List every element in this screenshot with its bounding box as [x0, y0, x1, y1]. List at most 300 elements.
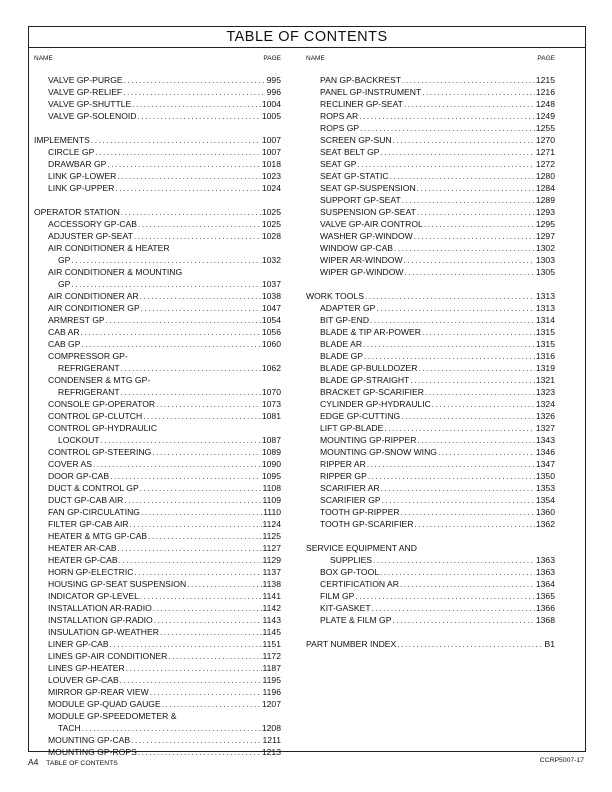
dot-leader: [91, 135, 261, 147]
toc-entry-page: 1295: [535, 219, 555, 229]
toc-entry[interactable]: [306, 422, 555, 434]
toc-entry-label: TOOTH GP-SCARIFIER: [320, 519, 414, 529]
dot-leader: [401, 411, 535, 423]
toc-entry[interactable]: [306, 314, 555, 326]
dot-leader: [138, 747, 261, 759]
toc-entry[interactable]: [306, 182, 555, 194]
toc-entry[interactable]: [306, 362, 555, 374]
toc-entry-label: CONDENSER & MTG GP-: [48, 375, 151, 385]
dot-leader: [414, 231, 535, 243]
toc-entry-label: ACCESSORY GP-CAB: [48, 219, 137, 229]
toc-entry[interactable]: [34, 242, 281, 254]
dot-leader: [393, 135, 535, 147]
toc-entry[interactable]: [306, 518, 555, 530]
toc-entry-label: WORK TOOLS: [306, 291, 364, 301]
toc-entry[interactable]: [34, 350, 281, 362]
toc-entry[interactable]: [34, 326, 281, 338]
toc-entry-label: BLADE AR: [320, 339, 363, 349]
toc-entry[interactable]: [34, 518, 281, 530]
toc-entry-label: CIRCLE GP: [48, 147, 95, 157]
toc-entry-page: 1056: [261, 327, 281, 337]
toc-entry[interactable]: [34, 710, 281, 722]
dot-leader: [397, 639, 543, 651]
toc-entry-page: 1005: [261, 111, 281, 121]
toc-entry[interactable]: [306, 206, 555, 218]
toc-entry-label: BOX GP-TOOL: [320, 567, 380, 577]
toc-entry[interactable]: [306, 338, 555, 350]
toc-entry[interactable]: [306, 434, 555, 446]
toc-entry-page: B1: [544, 639, 555, 649]
toc-entry[interactable]: [306, 254, 555, 266]
toc-entry-page: 1211: [262, 735, 281, 745]
toc-entry-label: WINDOW GP-CAB: [320, 243, 394, 253]
toc-entry-page: 1060: [261, 339, 281, 349]
toc-entry-page: 1007: [261, 135, 281, 145]
toc-entry-page: 1305: [535, 267, 555, 277]
dot-leader: [372, 603, 535, 615]
toc-entry[interactable]: [34, 734, 281, 746]
dot-leader: [148, 531, 261, 543]
toc-entry-label: PLATE & FILM GP: [320, 615, 392, 625]
toc-entry[interactable]: [306, 218, 555, 230]
dot-leader: [373, 555, 535, 567]
toc-entry-label: BLADE GP-STRAIGHT: [320, 375, 410, 385]
page-header: PAGE: [537, 55, 555, 62]
toc-entry-label: REFRIGERANT: [58, 363, 120, 373]
toc-entry[interactable]: [34, 686, 281, 698]
toc-entry-label: DRAWBAR GP: [48, 159, 107, 169]
toc-section-heading[interactable]: [34, 206, 281, 218]
toc-entry[interactable]: [306, 470, 555, 482]
toc-entry-page: 1319: [535, 363, 555, 373]
dot-leader: [405, 267, 535, 279]
toc-entry[interactable]: [34, 398, 281, 410]
toc-entry-label: TACH: [58, 723, 81, 733]
toc-entry-page: 1037: [261, 279, 281, 289]
toc-entry-page: 1354: [535, 495, 555, 505]
dot-leader: [118, 543, 262, 555]
toc-entry-page: 1151: [262, 639, 281, 649]
toc-entry-label: VALVE GP-PURGE: [48, 75, 123, 85]
toc-entry-label: ADJUSTER GP-SEAT: [48, 231, 133, 241]
toc-frame: [28, 26, 586, 757]
toc-entry[interactable]: [34, 638, 281, 650]
toc-entry[interactable]: [34, 458, 281, 470]
dot-leader: [368, 471, 535, 483]
toc-entry-label: AIR CONDITIONER AR: [48, 291, 139, 301]
toc-entry-label: SERVICE EQUIPMENT AND: [306, 543, 417, 553]
toc-entry[interactable]: [306, 146, 555, 158]
section-gap: [34, 194, 281, 206]
toc-entry[interactable]: [306, 614, 555, 626]
dot-leader: [394, 243, 535, 255]
toc-entry[interactable]: [34, 218, 281, 230]
toc-entry-page: 1145: [262, 627, 281, 637]
dot-leader: [381, 483, 535, 495]
toc-entry[interactable]: [306, 374, 555, 386]
dot-leader: [121, 207, 261, 219]
toc-entry[interactable]: [34, 578, 281, 590]
toc-entry[interactable]: [34, 314, 281, 326]
dot-leader: [417, 207, 535, 219]
dot-leader: [401, 507, 535, 519]
toc-entry-label: RECLINER GP-SEAT: [320, 99, 403, 109]
toc-entry-label: MOUNTING GP-RIPPER: [320, 435, 417, 445]
dot-leader: [107, 159, 260, 171]
toc-entry-page: 1302: [535, 243, 555, 253]
toc-entry[interactable]: [306, 242, 555, 254]
toc-entry-label: SCARIFIER GP: [320, 495, 381, 505]
toc-entry-label: KIT-GASKET: [320, 603, 371, 613]
toc-entry[interactable]: [34, 434, 281, 446]
toc-entry[interactable]: [34, 602, 281, 614]
toc-entry[interactable]: [34, 494, 281, 506]
toc-entry-page: 1208: [261, 723, 281, 733]
toc-entry[interactable]: [306, 446, 555, 458]
dot-leader: [152, 447, 261, 459]
toc-entry-page: 1038: [261, 291, 281, 301]
dot-leader: [402, 75, 535, 87]
toc-entry-label: MOUNTING GP-SNOW WING: [320, 447, 437, 457]
toc-entry-page: 1270: [535, 135, 555, 145]
toc-entry[interactable]: [34, 362, 281, 374]
toc-entry[interactable]: [306, 86, 555, 98]
toc-entry-label: LINK GP-LOWER: [48, 171, 117, 181]
dot-leader: [156, 399, 261, 411]
toc-entry[interactable]: [34, 674, 281, 686]
page-header: PAGE: [263, 55, 281, 62]
toc-entry-page: 1249: [535, 111, 555, 121]
toc-entry-page: 1347: [535, 459, 555, 469]
toc-entry[interactable]: [34, 386, 281, 398]
toc-entry[interactable]: [306, 266, 555, 278]
toc-entry[interactable]: [306, 410, 555, 422]
toc-entry-page: 1364: [535, 579, 555, 589]
toc-entry[interactable]: [34, 278, 281, 290]
toc-entry-label: SUSPENSION GP-SEAT: [320, 207, 416, 217]
toc-entry-page: 1062: [261, 363, 281, 373]
toc-entry-label: CAB GP: [48, 339, 81, 349]
toc-entry[interactable]: [306, 566, 555, 578]
toc-entry[interactable]: [306, 386, 555, 398]
toc-entry-label: LINER GP-CAB: [48, 639, 109, 649]
toc-entry[interactable]: [34, 626, 281, 638]
toc-entry-page: 996: [266, 87, 281, 97]
toc-section-heading[interactable]: [306, 542, 555, 554]
toc-entry-page: 1248: [535, 99, 555, 109]
toc-entry-page: 1143: [262, 615, 281, 625]
toc-entry-label: GP: [58, 279, 71, 289]
toc-entry[interactable]: [34, 722, 281, 734]
toc-entry-page: 1213: [261, 747, 281, 757]
dot-leader: [123, 87, 265, 99]
toc-entry[interactable]: [34, 506, 281, 518]
toc-entry[interactable]: [306, 194, 555, 206]
toc-entry[interactable]: [34, 662, 281, 674]
dot-leader: [160, 627, 262, 639]
toc-entry-label: EDGE GP-CUTTING: [320, 411, 401, 421]
toc-entry-label: TOOTH GP-RIPPER: [320, 507, 400, 517]
toc-entry-label: RIPPER AR: [320, 459, 366, 469]
toc-entry-label: REFRIGERANT: [58, 387, 120, 397]
toc-entry-label: BLADE GP-BULLDOZER: [320, 363, 418, 373]
toc-entry-page: 1023: [261, 171, 281, 181]
toc-entry-page: 1363: [535, 555, 555, 565]
dot-leader: [81, 327, 261, 339]
toc-entry-page: 1124: [262, 519, 281, 529]
toc-entry-page: 1172: [262, 651, 281, 661]
toc-entry-page: 1360: [535, 507, 555, 517]
toc-entry-page: 1207: [261, 699, 281, 709]
toc-entry[interactable]: [306, 74, 555, 86]
toc-entry-label: VALVE GP-SHUTTLE: [48, 99, 132, 109]
toc-entry-page: 1142: [262, 603, 281, 613]
toc-entry-label: BRACKET GP-SCARIFIER: [320, 387, 424, 397]
dot-leader: [140, 591, 262, 603]
toc-entry-page: 1289: [535, 195, 555, 205]
dot-leader: [140, 483, 262, 495]
dot-leader: [424, 219, 535, 231]
toc-entry[interactable]: [306, 554, 555, 566]
toc-entry[interactable]: [306, 398, 555, 410]
toc-entry-label: WIPER AR-WINDOW: [320, 255, 403, 265]
toc-entry[interactable]: [34, 146, 281, 158]
toc-entry-label: COVER AS: [48, 459, 92, 469]
dot-leader: [355, 591, 534, 603]
dot-leader: [438, 447, 535, 459]
toc-entry[interactable]: [306, 482, 555, 494]
toc-entry[interactable]: [34, 614, 281, 626]
toc-entry-label: ROPS GP: [320, 123, 360, 133]
toc-entry[interactable]: [306, 110, 555, 122]
dot-leader: [138, 219, 261, 231]
toc-entry[interactable]: [34, 410, 281, 422]
toc-entry-page: 1073: [261, 399, 281, 409]
toc-section-heading[interactable]: [34, 134, 281, 146]
toc-entry-page: 1271: [535, 147, 555, 157]
toc-entry-page: 1195: [262, 675, 281, 685]
toc-entry-page: 1313: [535, 303, 555, 313]
toc-entry-label: LINES GP-HEATER: [48, 663, 125, 673]
toc-entry-label: ROPS AR: [320, 111, 359, 121]
toc-entry-page: 1346: [535, 447, 555, 457]
toc-entry[interactable]: [306, 302, 555, 314]
toc-entry-page: 1137: [262, 567, 281, 577]
toc-entry[interactable]: [34, 374, 281, 386]
name-header: NAME: [34, 55, 53, 62]
toc-entry[interactable]: [34, 266, 281, 278]
toc-entry-label: ARMREST GP: [48, 315, 105, 325]
toc-entry-label: LOCKOUT: [58, 435, 100, 445]
toc-entry-label: RIPPER GP: [320, 471, 367, 481]
dot-leader: [417, 183, 535, 195]
toc-entry-label: DOOR GP-CAB: [48, 471, 110, 481]
toc-entry-label: PAN GP-BACKREST: [320, 75, 402, 85]
column-header: [306, 55, 555, 67]
toc-entry[interactable]: [34, 182, 281, 194]
toc-entry[interactable]: [34, 290, 281, 302]
dot-leader: [418, 363, 534, 375]
toc-entry-page: 1327: [535, 423, 555, 433]
toc-entry[interactable]: [34, 650, 281, 662]
toc-entry[interactable]: [34, 74, 281, 86]
toc-entry-page: 1025: [261, 219, 281, 229]
toc-entry-page: 1054: [261, 315, 281, 325]
column-header: [34, 55, 281, 67]
toc-entry[interactable]: [34, 302, 281, 314]
toc-entry[interactable]: [34, 158, 281, 170]
dot-leader: [381, 147, 535, 159]
toc-entry-label: BLADE GP: [320, 351, 363, 361]
toc-entry[interactable]: [34, 254, 281, 266]
toc-entry-label: IMPLEMENTS: [34, 135, 90, 145]
toc-entry-page: 1293: [535, 207, 555, 217]
toc-entry[interactable]: [34, 530, 281, 542]
toc-entry-page: 1280: [535, 171, 555, 181]
toc-entry-page: 1108: [262, 483, 281, 493]
dot-leader: [359, 111, 535, 123]
toc-entry[interactable]: [34, 446, 281, 458]
toc-entry[interactable]: [34, 698, 281, 710]
footer-left: [28, 757, 118, 767]
toc-entry-page: 1365: [535, 591, 555, 601]
toc-entry-page: 1255: [535, 123, 555, 133]
toc-entry[interactable]: [34, 170, 281, 182]
dot-leader: [376, 303, 534, 315]
toc-entry-page: 1109: [262, 495, 281, 505]
footer-page-id: A4: [28, 757, 39, 767]
toc-entry-label: PANEL GP-INSTRUMENT: [320, 87, 422, 97]
toc-entry-label: PART NUMBER INDEX: [306, 639, 397, 649]
dot-leader: [365, 291, 535, 303]
toc-entry[interactable]: [34, 542, 281, 554]
toc-entry-label: MIRROR GP-REAR VIEW: [48, 687, 149, 697]
toc-section-heading[interactable]: [306, 638, 555, 650]
toc-entry-label: OPERATOR STATION: [34, 207, 120, 217]
toc-entry[interactable]: [306, 122, 555, 134]
toc-entry[interactable]: [34, 86, 281, 98]
toc-entry-label: SUPPORT GP-SEAT: [320, 195, 401, 205]
toc-entry-page: 1196: [262, 687, 281, 697]
toc-entry[interactable]: [306, 158, 555, 170]
dot-leader: [141, 507, 262, 519]
dot-leader: [124, 75, 266, 87]
toc-entry-page: 1314: [535, 315, 555, 325]
toc-entry-label: SEAT BELT GP: [320, 147, 380, 157]
toc-entry[interactable]: [306, 578, 555, 590]
section-gap: [34, 122, 281, 134]
toc-entry[interactable]: [306, 134, 555, 146]
toc-entry-label: LIFT GP-BLADE: [320, 423, 384, 433]
toc-entry-page: 1313: [535, 291, 555, 301]
toc-entry-page: 1025: [261, 207, 281, 217]
dot-leader: [380, 567, 535, 579]
toc-entry[interactable]: [306, 494, 555, 506]
toc-entry-page: 1316: [535, 351, 555, 361]
toc-entry[interactable]: [306, 602, 555, 614]
toc-entry-page: 1047: [261, 303, 281, 313]
toc-entry-page: 1303: [535, 255, 555, 265]
dot-leader: [422, 87, 535, 99]
toc-entry-page: 1032: [261, 255, 281, 265]
dot-leader: [150, 687, 262, 699]
toc-entry-label: INDICATOR GP-LEVEL: [48, 591, 139, 601]
toc-entry[interactable]: [34, 98, 281, 110]
toc-entry-page: 1363: [535, 567, 555, 577]
toc-entry[interactable]: [34, 554, 281, 566]
toc-entry-label: SCREEN GP-SUN: [320, 135, 392, 145]
toc-entry-page: 1070: [261, 387, 281, 397]
toc-entry-page: 1007: [261, 147, 281, 157]
toc-entry-label: SEAT GP-SUSPENSION: [320, 183, 416, 193]
dot-leader: [106, 315, 261, 327]
toc-entry-label: INSULATION GP-WEATHER: [48, 627, 159, 637]
toc-entry-label: GP: [58, 255, 71, 265]
toc-entry-label: VALVE GP-AIR CONTROL: [320, 219, 423, 229]
toc-entry[interactable]: [34, 422, 281, 434]
toc-entry[interactable]: [306, 350, 555, 362]
dot-leader: [168, 651, 261, 663]
section-gap: [306, 626, 555, 638]
toc-entry-label: MODULE GP-QUAD GAUGE: [48, 699, 161, 709]
toc-entry[interactable]: [34, 470, 281, 482]
toc-entry-label: VALVE GP-SOLENOID: [48, 111, 137, 121]
toc-entry-page: 1138: [262, 579, 281, 589]
toc-entry[interactable]: [34, 590, 281, 602]
toc-entry-label: FILM GP: [320, 591, 355, 601]
toc-entry-label: SEAT GP: [320, 159, 357, 169]
toc-entry-page: 1323: [535, 387, 555, 397]
toc-entry[interactable]: [34, 482, 281, 494]
toc-entry[interactable]: [306, 458, 555, 470]
toc-entry[interactable]: [34, 230, 281, 242]
toc-entry-label: LINES GP-AIR CONDITIONER: [48, 651, 168, 661]
toc-entry-page: 1018: [261, 159, 281, 169]
toc-entry[interactable]: [306, 230, 555, 242]
dot-leader: [131, 735, 261, 747]
toc-entry[interactable]: [306, 98, 555, 110]
toc-entry[interactable]: [34, 566, 281, 578]
toc-entry[interactable]: [34, 338, 281, 350]
toc-entry-label: AIR CONDITIONER GP: [48, 303, 140, 313]
toc-entry-label: INSTALLATION GP-RADIO: [48, 615, 153, 625]
toc-entry-label: COMPRESSOR GP-: [48, 351, 128, 361]
toc-entry[interactable]: [306, 170, 555, 182]
toc-entry-page: 1284: [535, 183, 555, 193]
dot-leader: [404, 255, 535, 267]
page-title: TABLE OF CONTENTS: [29, 27, 585, 48]
toc-entry-page: 1366: [535, 603, 555, 613]
toc-entry-label: CONTROL GP-HYDRAULIC: [48, 423, 158, 433]
toc-entry-page: 1321: [535, 375, 555, 385]
toc-entry-label: WASHER GP-WINDOW: [320, 231, 413, 241]
toc-entry-page: 1315: [535, 339, 555, 349]
toc-entry[interactable]: [306, 590, 555, 602]
toc-entry[interactable]: [34, 110, 281, 122]
toc-entry-page: 1129: [262, 555, 281, 565]
toc-entry-label: AIR CONDITIONER & HEATER: [48, 243, 170, 253]
toc-entry-label: BIT GP-END: [320, 315, 370, 325]
dot-leader: [432, 399, 535, 411]
toc-entry-page: 1127: [262, 543, 281, 553]
toc-entry-label: CONTROL GP-CLUTCH: [48, 411, 143, 421]
toc-entry-page: 1110: [263, 507, 281, 517]
toc-entry[interactable]: [306, 326, 555, 338]
section-gap: [306, 278, 555, 290]
toc-entry-label: VALVE GP-RELIEF: [48, 87, 123, 97]
toc-entry[interactable]: [306, 506, 555, 518]
toc-section-heading[interactable]: [306, 290, 555, 302]
